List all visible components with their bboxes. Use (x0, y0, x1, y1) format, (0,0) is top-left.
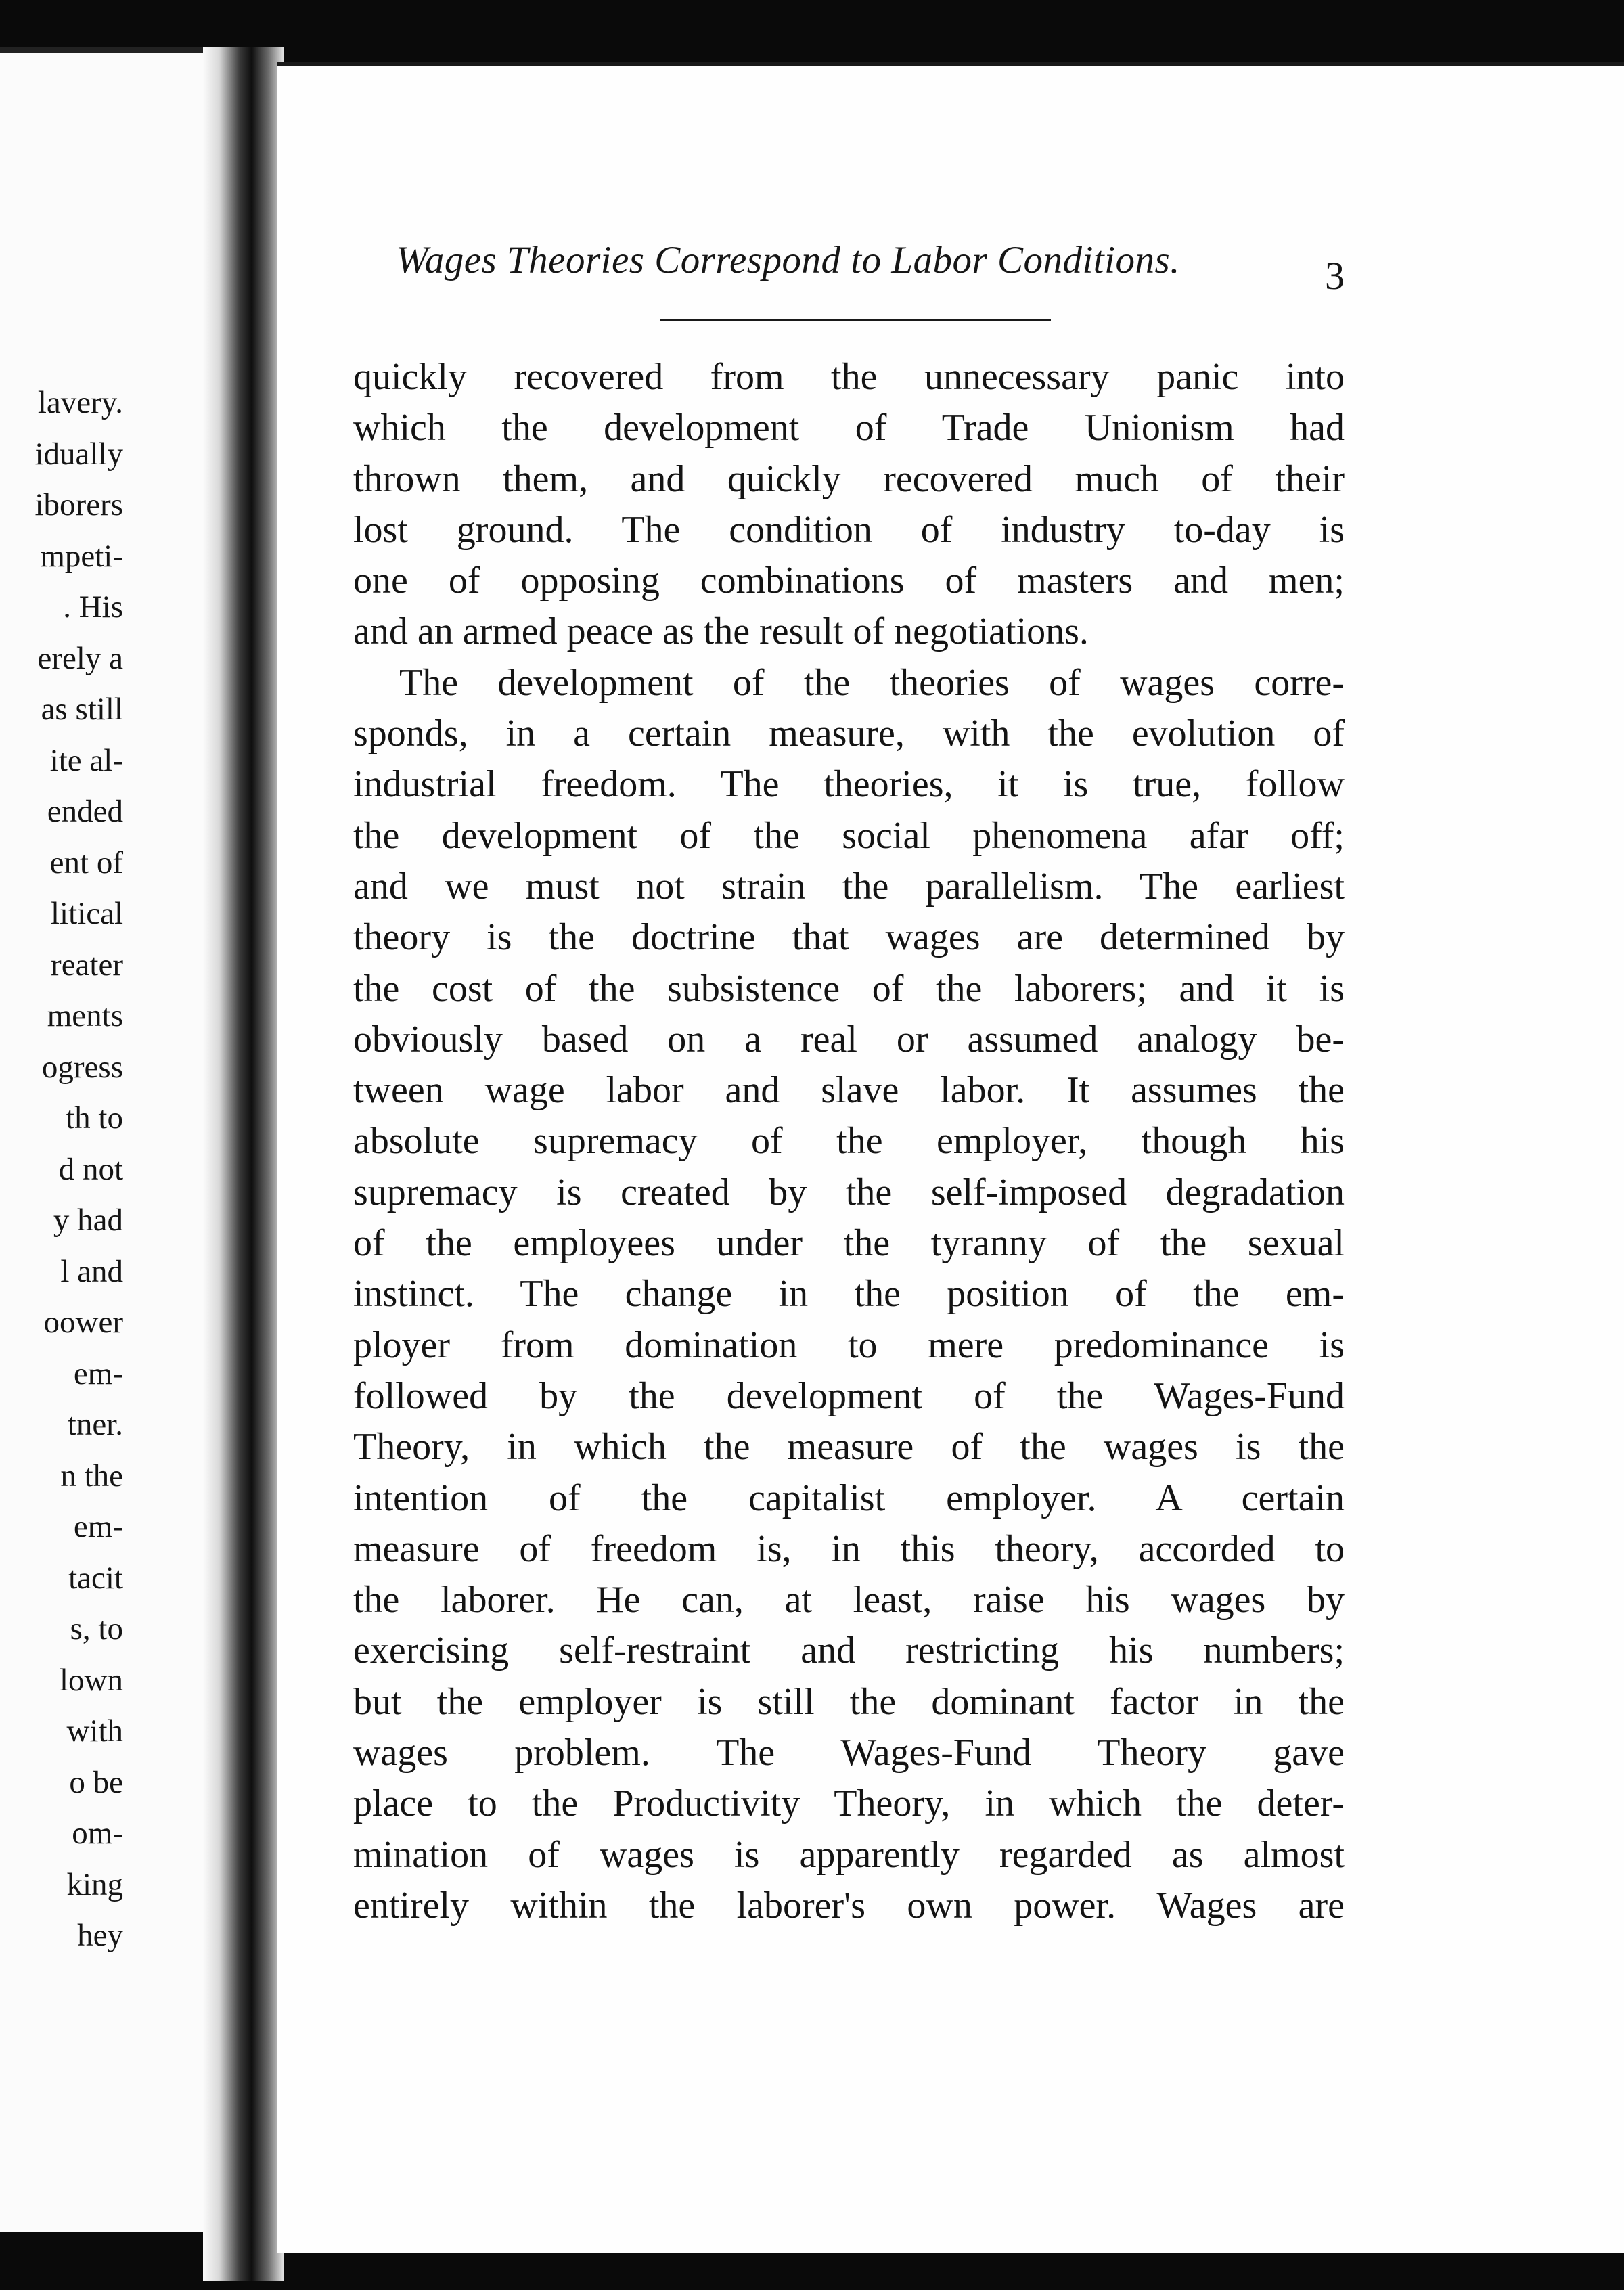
text-line: mination of wages is apparently regarded as almost (353, 1833, 1345, 1876)
left-line: s, to (70, 1611, 123, 1646)
text-line: supremacy is created by the self-imposed degradation (353, 1171, 1345, 1213)
text-line: which the development of Trade Unionism had (353, 407, 1345, 449)
text-line: exercising self-restraint and restricting his numbers; (353, 1630, 1345, 1672)
text-line: The development of the theories of wages corre- (399, 661, 1345, 704)
left-line: mpeti- (40, 538, 123, 574)
text-line: industrial freedom. The theories, it is true, follow (353, 763, 1345, 806)
text-line: tween wage labor and slave labor. It assumes the (353, 1069, 1345, 1112)
text-line: and an armed peace as the result of negotiations. (353, 610, 1089, 653)
left-line: iborers (35, 487, 123, 522)
text-line: the development of the social phenomena afar off; (353, 814, 1345, 857)
text-line: and we must not strain the parallelism. The earliest (353, 865, 1345, 907)
left-line: em- (73, 1355, 123, 1391)
left-line: king (66, 1866, 123, 1902)
text-line: wages problem. The Wages-Fund Theory gave (353, 1732, 1345, 1774)
header-rule (660, 319, 1051, 321)
left-line: tacit (68, 1560, 123, 1596)
left-line: l and (60, 1253, 123, 1289)
left-line: with (66, 1713, 123, 1749)
left-line: ended (47, 794, 123, 829)
text-line: Theory, in which the measure of the wages is the (353, 1426, 1345, 1468)
text-line: ployer from domination to mere predominance is (353, 1324, 1345, 1366)
text-line: thrown them, and quickly recovered much of their (353, 457, 1345, 500)
left-line: lavery. (37, 385, 123, 420)
text-line: of the employees under the tyranny of the sexual (353, 1222, 1345, 1265)
left-line: . His (63, 589, 123, 625)
left-line: hey (77, 1918, 123, 1953)
text-line: absolute supremacy of the employer, though his (353, 1120, 1345, 1163)
left-line: ments (47, 998, 123, 1033)
text-line: place to the Productivity Theory, in which the deter- (353, 1782, 1345, 1825)
left-line: idually (35, 436, 123, 472)
left-line: oower (43, 1305, 123, 1340)
text-line: lost ground. The condition of industry to-day is (353, 508, 1345, 551)
left-line: ogress (41, 1049, 123, 1085)
text-line: obviously based on a real or assumed analogy be- (353, 1018, 1345, 1060)
left-line: tner. (67, 1407, 123, 1442)
text-line: intention of the capitalist employer. A certain (353, 1477, 1345, 1519)
text-line: followed by the development of the Wages-Fund (353, 1374, 1345, 1417)
left-line: om- (72, 1816, 123, 1851)
text-line: the laborer. He can, at least, raise his wages by (353, 1579, 1345, 1621)
left-line: em- (73, 1509, 123, 1544)
text-line: measure of freedom is, in this theory, accorded to (353, 1527, 1345, 1570)
left-line: y had (53, 1203, 123, 1238)
text-line: entirely within the laborer's own power. Wages are (353, 1884, 1345, 1927)
left-line: as still (41, 692, 123, 727)
left-line: erely a (37, 640, 123, 676)
text-line: the cost of the subsistence of the laborers; and it is (353, 967, 1345, 1010)
text-line: theory is the doctrine that wages are determined by (353, 916, 1345, 959)
left-line: d not (58, 1151, 123, 1187)
page-number: 3 (1325, 254, 1345, 298)
left-line: ent of (49, 845, 123, 880)
text-line: instinct. The change in the position of the em- (353, 1273, 1345, 1316)
left-line: litical (50, 896, 123, 931)
body-text (353, 352, 1345, 1931)
text-line: but the employer is still the dominant factor in the (353, 1680, 1345, 1723)
text-line: one of opposing combinations of masters and men; (353, 560, 1345, 602)
left-line: th to (66, 1100, 123, 1136)
left-line: lown (60, 1662, 123, 1698)
running-head: Wages Theories Correspond to Labor Conditions. (396, 239, 1180, 282)
book-gutter-shadow (203, 47, 284, 2281)
left-line: reater (51, 947, 123, 983)
left-line: n the (60, 1458, 123, 1494)
left-line: ite al- (49, 742, 123, 778)
left-line: o be (69, 1764, 123, 1800)
text-line: sponds, in a certain measure, with the evolution of (353, 713, 1345, 755)
text-line: quickly recovered from the unnecessary panic into (353, 356, 1345, 398)
